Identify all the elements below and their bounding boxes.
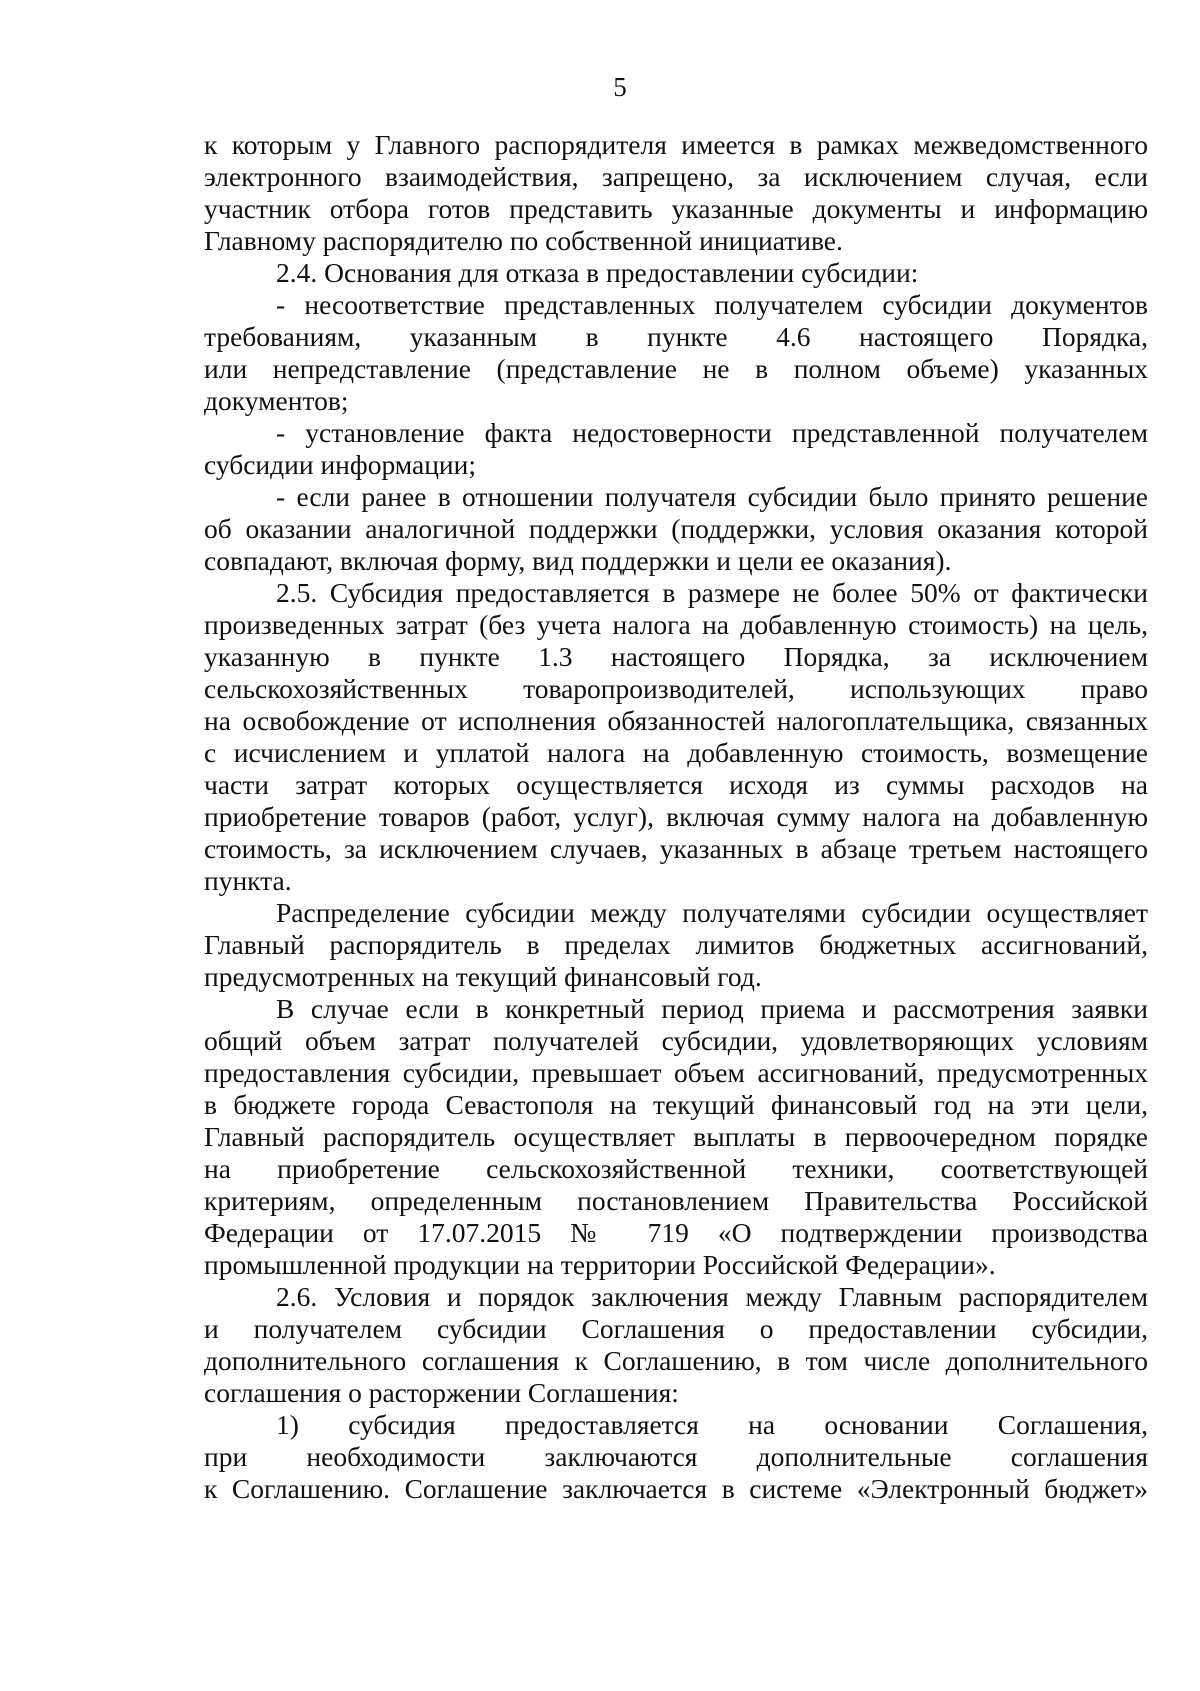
text-line: промышленной продукции на территории Российской Федерации». — [204, 1249, 996, 1280]
text-line: на приобретение сельскохозяйственной техники, соответствующей — [204, 1153, 1148, 1184]
text-line: - если ранее в отношении получателя субсидии было принято решение — [276, 481, 1148, 512]
text-line: дополнительного соглашения к Соглашению, в том числе дополнительного — [204, 1345, 1148, 1376]
text-line: указанную в пункте 1.3 настоящего Порядка, за исключением — [204, 641, 1148, 672]
text-line: и получателем субсидии Соглашения о предоставлении субсидии, — [204, 1313, 1148, 1344]
text-line: сельскохозяйственных товаропроизводителей, использующих право — [204, 673, 1148, 704]
text-line: при необходимости заключаются дополнительные соглашения — [204, 1441, 1148, 1472]
text-line: - установление факта недостоверности представленной получателем — [276, 417, 1148, 448]
text-line: требованиям, указанным в пункте 4.6 настоящего Порядка, — [204, 321, 1148, 352]
text-line: субсидии информации; — [204, 449, 476, 480]
text-line: пункта. — [204, 865, 292, 896]
text-line: предоставления субсидии, превышает объем ассигнований, предусмотренных — [204, 1057, 1148, 1088]
text-line: предусмотренных на текущий финансовый год. — [204, 961, 762, 992]
text-line: произведенных затрат (без учета налога на добавленную стоимость) на цель, — [204, 609, 1148, 640]
page-number: 5 — [613, 72, 627, 102]
text-line: части затрат которых осуществляется исходя из суммы расходов на — [204, 769, 1148, 800]
text-line: Распределение субсидии между получателями субсидии осуществляет — [276, 897, 1148, 928]
text-line: документов; — [204, 385, 349, 416]
text-line: соглашения о расторжении Соглашения: — [204, 1377, 679, 1408]
text-line: Главный распорядитель осуществляет выплаты в первоочередном порядке — [204, 1121, 1148, 1152]
text-line: приобретение товаров (работ, услуг), включая сумму налога на добавленную — [204, 801, 1148, 832]
text-line: критериям, определенным постановлением Правительства Российской — [204, 1185, 1148, 1216]
text-line: 2.5. Субсидия предоставляется в размере не более 50% от фактически — [276, 577, 1148, 608]
text-line: или непредставление (представление не в полном объеме) указанных — [204, 353, 1148, 384]
text-line: участник отбора готов представить указанные документы и информацию — [204, 193, 1148, 224]
text-line: стоимость, за исключением случаев, указанных в абзаце третьем настоящего — [204, 833, 1148, 864]
text-line: - несоответствие представленных получателем субсидии документов — [276, 289, 1148, 320]
text-line: 2.6. Условия и порядок заключения между Главным распорядителем — [276, 1281, 1148, 1312]
text-line: на освобождение от исполнения обязанностей налогоплательщика, связанных — [204, 705, 1148, 736]
text-line: с исчислением и уплатой налога на добавленную стоимость, возмещение — [204, 737, 1148, 768]
text-line: 1) субсидия предоставляется на основании Соглашения, — [276, 1409, 1148, 1440]
text-line: общий объем затрат получателей субсидии, удовлетворяющих условиям — [204, 1025, 1148, 1056]
text-line: 2.4. Основания для отказа в предоставлении субсидии: — [276, 257, 919, 288]
text-line: Главный распорядитель в пределах лимитов бюджетных ассигнований, — [204, 929, 1148, 960]
text-line: в бюджете города Севастополя на текущий финансовый год на эти цели, — [204, 1089, 1148, 1120]
text-line: к Соглашению. Соглашение заключается в системе «Электронный бюджет» — [204, 1473, 1148, 1504]
body-text — [204, 129, 1148, 1505]
text-line: Главному распорядителю по собственной инициативе. — [204, 225, 843, 256]
text-line: В случае если в конкретный период приема и рассмотрения заявки — [276, 993, 1148, 1024]
text-line: об оказании аналогичной поддержки (поддержки, условия оказания которой — [204, 513, 1148, 544]
text-line: электронного взаимодействия, запрещено, за исключением случая, если — [204, 161, 1148, 192]
text-line: Федерации от 17.07.2015 № 719 «О подтверждении производства — [204, 1217, 1148, 1248]
text-line: совпадают, включая форму, вид поддержки и цели ее оказания). — [204, 545, 952, 576]
text-line: к которым у Главного распорядителя имеется в рамках межведомственного — [204, 129, 1148, 160]
